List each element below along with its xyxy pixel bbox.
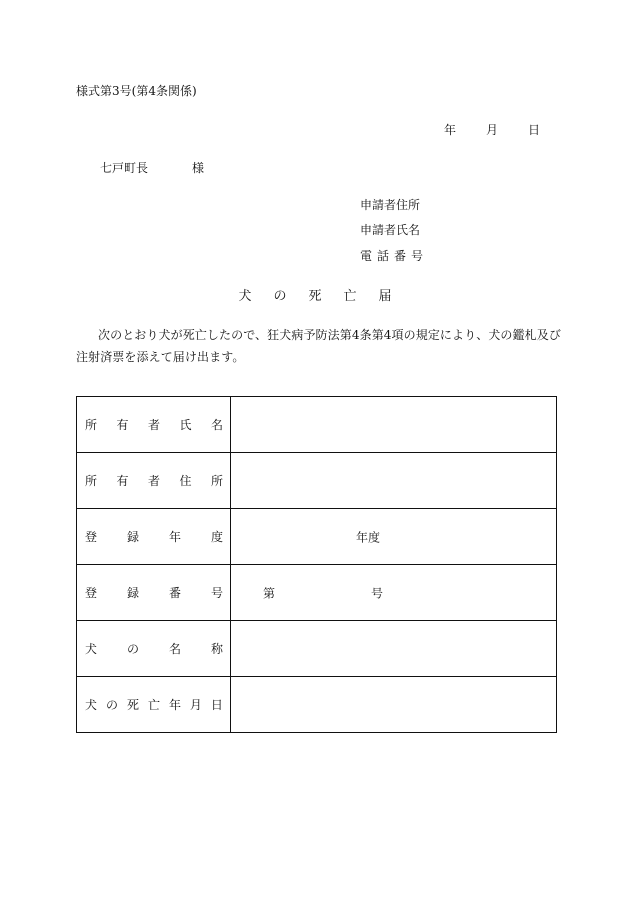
applicant-address-label: 申請者住所	[360, 198, 421, 212]
title-char: の	[273, 289, 287, 304]
label-char: 号	[210, 586, 223, 600]
label-char: の	[105, 698, 118, 712]
label-char: 所	[85, 418, 98, 432]
label-char: 日	[210, 698, 223, 712]
label-char: 氏	[179, 418, 192, 432]
registration-number-prefix: 第	[263, 586, 276, 600]
label-char: 録	[126, 530, 139, 544]
details-table	[76, 396, 557, 733]
owner-name-field[interactable]	[231, 397, 557, 453]
label-char: 名	[210, 418, 223, 432]
label-char: 所	[210, 474, 223, 488]
label-char: 登	[85, 586, 98, 600]
body-text: 次のとおり犬が死亡したので、狂犬病予防法第4条第4項の規定により、犬の鑑札及び注射済票を添えて届け出ます。	[76, 328, 561, 364]
table-row	[77, 453, 557, 509]
owner-address-field[interactable]	[231, 453, 557, 509]
date-month-label: 月	[486, 123, 499, 137]
registration-number-label	[77, 565, 231, 621]
table-row	[77, 677, 557, 733]
date-line	[444, 124, 540, 136]
table-row	[77, 397, 557, 453]
label-char: 者	[147, 474, 160, 488]
dog-name-label	[77, 621, 231, 677]
table-row	[77, 621, 557, 677]
label-char: 有	[116, 474, 129, 488]
label-char: 有	[116, 418, 129, 432]
registration-number-field[interactable]	[231, 565, 557, 621]
recipient-honorific: 様	[192, 161, 205, 175]
date-day-label: 日	[528, 123, 541, 137]
label-char: 亡	[147, 698, 160, 712]
label-char: 称	[210, 642, 223, 656]
registration-year-label	[77, 509, 231, 565]
document-title	[0, 290, 630, 303]
applicant-name-label: 申請者氏名	[360, 223, 421, 237]
recipient	[100, 162, 204, 174]
form-number: 様式第3号(第4条関係)	[76, 84, 197, 98]
recipient-name: 七戸町長	[100, 161, 149, 175]
label-char: 犬	[85, 642, 98, 656]
label-char: 犬	[85, 698, 98, 712]
title-char: 届	[378, 289, 392, 304]
title-char: 亡	[343, 289, 357, 304]
label-char: 月	[189, 698, 202, 712]
label-char: 録	[126, 586, 139, 600]
title-char: 死	[308, 289, 322, 304]
owner-name-label	[77, 397, 231, 453]
label-char: 度	[210, 530, 223, 544]
table-row	[77, 565, 557, 621]
applicant-phone-label: 電話番号	[360, 249, 429, 263]
owner-address-label	[77, 453, 231, 509]
registration-number-suffix: 号	[371, 586, 384, 600]
label-char: 名	[168, 642, 181, 656]
label-char: 登	[85, 530, 98, 544]
label-char: 死	[126, 698, 139, 712]
death-date-label	[77, 677, 231, 733]
table-row	[77, 509, 557, 565]
date-year-label: 年	[444, 123, 457, 137]
label-char: 年	[168, 530, 181, 544]
label-char: 所	[85, 474, 98, 488]
label-char: 番	[168, 586, 181, 600]
label-char: 年	[168, 698, 181, 712]
label-char: の	[126, 642, 139, 656]
death-date-field[interactable]	[231, 677, 557, 733]
registration-year-field[interactable]	[231, 509, 557, 565]
label-char: 者	[147, 418, 160, 432]
dog-name-field[interactable]	[231, 621, 557, 677]
label-char: 住	[179, 474, 192, 488]
title-char: 犬	[238, 289, 252, 304]
registration-year-suffix: 年度	[356, 530, 381, 544]
